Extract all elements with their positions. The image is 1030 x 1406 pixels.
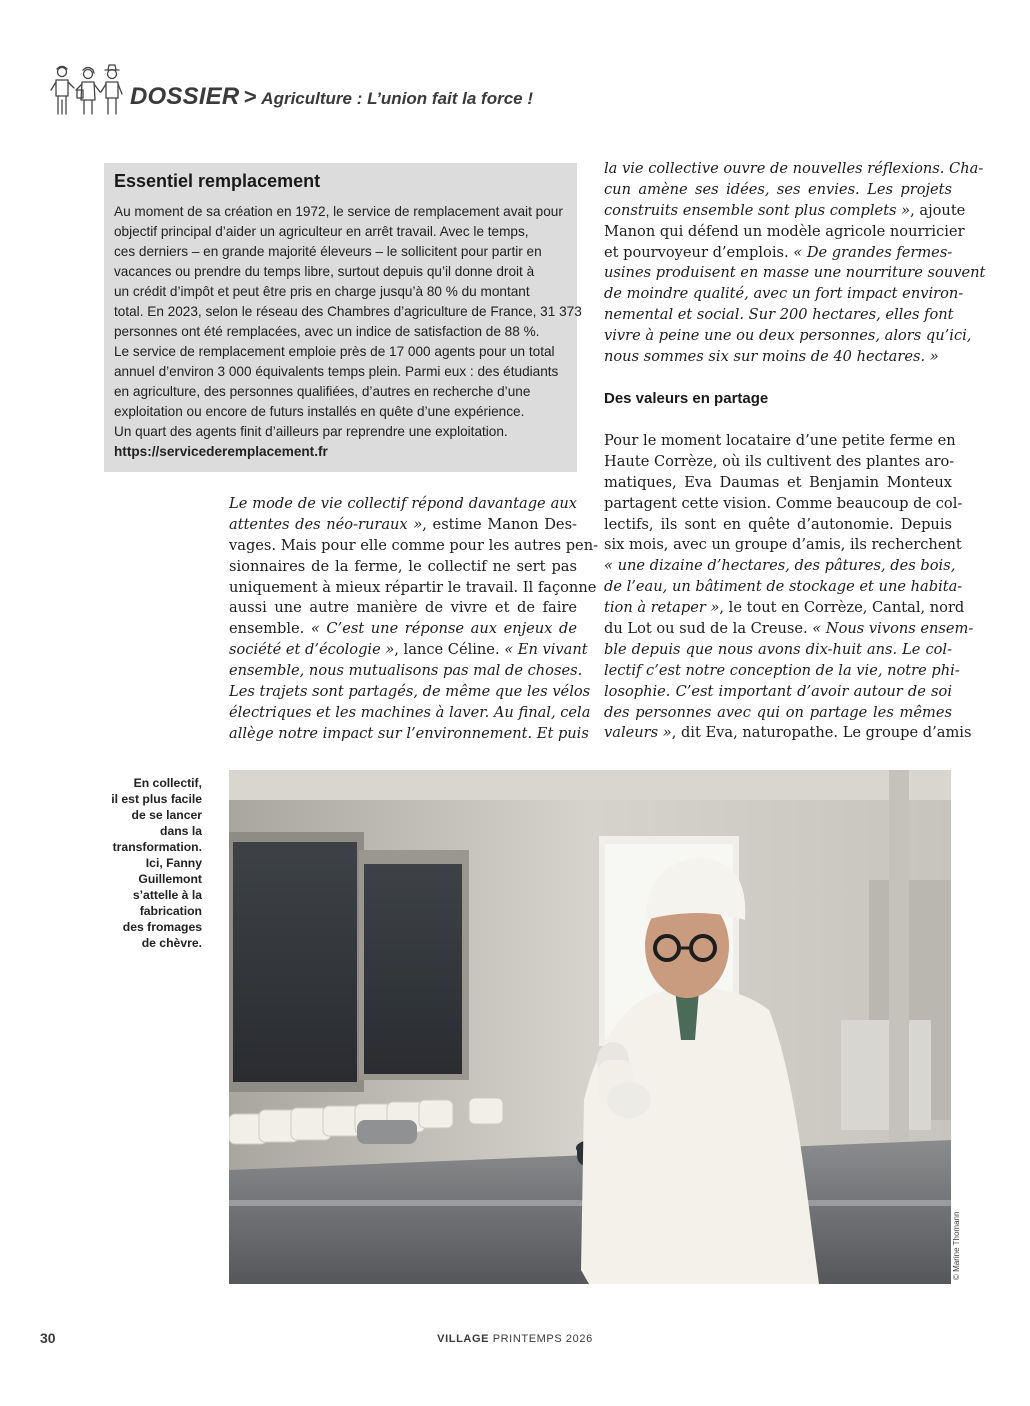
info-box-line: en agriculture, des personnes qualifiées, d’autres en recherche d’une <box>114 384 531 399</box>
article-line <box>604 243 952 264</box>
article-line <box>604 180 952 201</box>
info-box-line: ces derniers – en grande majorité éleveurs – le sollicitent pour partir en <box>114 244 542 259</box>
quote-text: losophie. C’est important d’avoir autour de soi <box>604 682 952 700</box>
info-box-line: Un quart des agents finit d’ailleurs par reprendre une exploitation. <box>114 424 508 439</box>
caption-line: transformation. <box>112 840 202 854</box>
info-box-title: Essentiel remplacement <box>114 171 321 191</box>
quote-text: nemental et social. Sur 200 hectares, elles font <box>604 306 954 324</box>
article-line <box>229 557 577 578</box>
article-line <box>229 724 589 745</box>
section-subtitle: Agriculture : L’union fait la force ! <box>261 89 533 108</box>
photo-credit-text: © Marine Thomann <box>952 1211 961 1280</box>
body-text: aussi une autre manière de vivre et de faire <box>229 599 577 617</box>
body-text: sionnaires de la ferme, le collectif ne sert pas <box>229 557 577 575</box>
article-column-right-bottom <box>604 431 974 744</box>
header-separator: > <box>243 84 257 109</box>
article-line <box>604 263 986 284</box>
article-line <box>604 473 952 494</box>
info-box-line: personnes ont été remplacées, avec un indice de satisfaction de 88 %. <box>114 324 540 339</box>
article-line <box>604 682 952 703</box>
info-box-body <box>114 202 582 462</box>
info-box <box>104 163 582 472</box>
info-box-line: vacances ou prendre du temps libre, surtout depuis qu’il donne droit à <box>114 264 535 279</box>
quote-text: la vie collective ouvre de nouvelles réflexions. Cha- <box>604 160 984 177</box>
body-text: , le tout en Corrèze, Cantal, nord <box>719 599 965 617</box>
article-line <box>604 326 972 347</box>
body-text: six mois, avec un groupe d’amis, ils recherchent <box>604 536 962 554</box>
quote-text: cun amène ses idées, ses envies. Les projets <box>604 180 952 198</box>
quote-text: construits ensemble sont plus complets » <box>604 201 911 219</box>
caption-line: s’attelle à la <box>132 888 202 902</box>
quote-text: lectif c’est notre conception de la vie, notre phi- <box>604 661 960 679</box>
quote-text: « De grandes fermes- <box>793 243 953 261</box>
info-box-line: Au moment de sa création en 1972, le service de remplacement avait pour <box>114 204 563 219</box>
quote-text: électriques et les machines à laver. Au final, cela <box>229 703 591 721</box>
body-text: vages. Mais pour elle comme pour les autres pen- <box>229 536 599 554</box>
article-line <box>604 284 964 305</box>
caption-line: dans la <box>160 824 202 838</box>
article-line <box>229 494 577 515</box>
article-line <box>604 305 952 326</box>
caption-line: de chèvre. <box>141 936 202 950</box>
quote-text: Le mode de vie collectif répond davantage aux <box>229 495 577 512</box>
quote-text: usines produisent en masse une nourriture souvent <box>604 264 986 282</box>
article-line <box>229 682 591 703</box>
info-box-line: total. En 2023, selon le réseau des Chambres d’agriculture de France, 31 373 <box>114 304 582 319</box>
caption-line: fabrication <box>139 904 202 918</box>
cheese-making-photo <box>229 770 951 1284</box>
quote-text: « C’est une réponse aux enjeux de <box>310 620 577 638</box>
people-group-icon <box>50 60 124 116</box>
article-line <box>604 577 963 598</box>
article-line <box>604 598 965 619</box>
caption-line: Ici, Fanny <box>145 856 202 870</box>
article-line <box>604 703 952 724</box>
quote-text: de moindre qualité, avec un fort impact environ- <box>604 285 964 303</box>
section-header <box>130 83 533 111</box>
article-column-right-top <box>604 159 986 368</box>
body-text: du Lot ou sud de la Creuse. <box>604 620 813 638</box>
article-line <box>229 703 591 724</box>
body-text: Pour le moment locataire d’une petite ferme en <box>604 432 956 449</box>
article-line <box>604 723 972 744</box>
article-line <box>604 222 965 243</box>
caption-line: En collectif, <box>133 776 202 790</box>
article-line <box>604 619 974 640</box>
caption-line: de se lancer <box>131 808 202 822</box>
caption-line: Guillemont <box>138 872 202 886</box>
caption-line: des fromages <box>122 920 202 934</box>
page-number: 30 <box>40 1330 56 1346</box>
body-text: ensemble. <box>229 620 311 638</box>
body-text: uniquement à mieux répartir le travail. Il façonne <box>229 578 597 596</box>
website-link[interactable]: https://servicederemplacement.fr <box>114 444 328 459</box>
body-text: matiques, Eva Daumas et Benjamin Monteux <box>604 473 952 491</box>
body-text: Haute Corrèze, où ils cultivent des plantes aro- <box>604 452 955 470</box>
body-text: , lance Céline. <box>394 641 505 659</box>
quote-text: des personnes avec qui on partage les mêmes <box>604 703 952 721</box>
article-line <box>229 661 583 682</box>
body-text: , estime Manon Des- <box>422 515 577 533</box>
quote-text: valeurs » <box>604 724 672 742</box>
page-footer <box>0 1333 1030 1345</box>
quote-text: de l’eau, un bâtiment de stockage et une habita- <box>604 578 963 596</box>
article-line <box>604 159 984 180</box>
body-text: partagent cette vision. Comme beaucoup de col- <box>604 494 963 512</box>
article-subheading: Des valeurs en partage <box>604 390 769 407</box>
body-text: et pourvoyeur d’emplois. <box>604 243 794 261</box>
body-text: , dit Eva, naturopathe. Le groupe d’amis <box>671 724 972 742</box>
quote-text: ensemble, nous mutualisons pas mal de choses. <box>229 662 583 680</box>
quote-text: allège notre impact sur l’environnement. Et puis <box>229 724 589 742</box>
article-line <box>229 536 599 557</box>
article-line <box>604 347 952 368</box>
quote-text: ble depuis que nous avons dix-huit ans. Le col- <box>604 640 952 658</box>
quote-text: « une dizaine d’hectares, des pâtures, des bois, <box>604 557 956 575</box>
article-line <box>229 640 588 661</box>
info-box-line: exploitation ou encore de futurs installés en quête d’une expérience. <box>114 404 525 419</box>
info-box-line: un crédit d’impôt et peut être pris en charge jusqu’à 80 % du montant <box>114 284 530 299</box>
quote-text: société et d’écologie » <box>229 641 395 659</box>
article-line <box>604 201 966 222</box>
quote-text: nous sommes six sur moins de 40 hectares. » <box>604 348 939 366</box>
magazine-name: VILLAGE <box>437 1333 490 1345</box>
quote-text: attentes des néo-ruraux » <box>229 515 423 533</box>
info-box-line: annuel d’environ 3 000 équivalents temps plein. Parmi eux : des étudiants <box>114 364 559 379</box>
article-line <box>604 556 956 577</box>
photo-caption <box>104 775 202 951</box>
article-line <box>604 535 962 556</box>
info-box-line: Le service de remplacement emploie près de 17 000 agents pour un total <box>114 344 555 359</box>
article-line <box>604 515 952 536</box>
article-line <box>229 578 597 599</box>
magazine-issue: PRINTEMPS 2026 <box>492 1333 593 1345</box>
body-text: , ajoute <box>910 201 966 219</box>
quote-text: vivre à peine une ou deux personnes, alors qu’ici, <box>604 327 972 345</box>
quote-text: tion à retaper » <box>604 599 720 617</box>
quote-text: Les trajets sont partagés, de même que les vélos <box>229 683 591 701</box>
body-text: lectifs, ils sont en quête d’autonomie. Depuis <box>604 515 952 533</box>
quote-text: « En vivant <box>504 641 588 659</box>
article-line <box>604 661 960 682</box>
article-line <box>229 619 577 640</box>
info-box-line: objectif principal d’aider un agriculteur en arrêt travail. Avec le temps, <box>114 224 529 239</box>
article-line <box>604 431 956 452</box>
section-title: DOSSIER <box>130 83 240 110</box>
quote-text: « Nous vivons ensem- <box>812 620 974 638</box>
article-line <box>604 494 963 515</box>
article-line <box>229 598 577 619</box>
article-line <box>229 515 577 536</box>
article-line <box>604 452 955 473</box>
photo-credit <box>952 1210 966 1290</box>
article-line <box>604 640 952 661</box>
body-text: Manon qui défend un modèle agricole nourricier <box>604 222 965 240</box>
article-column-left <box>229 494 599 745</box>
caption-line: il est plus facile <box>111 792 202 806</box>
